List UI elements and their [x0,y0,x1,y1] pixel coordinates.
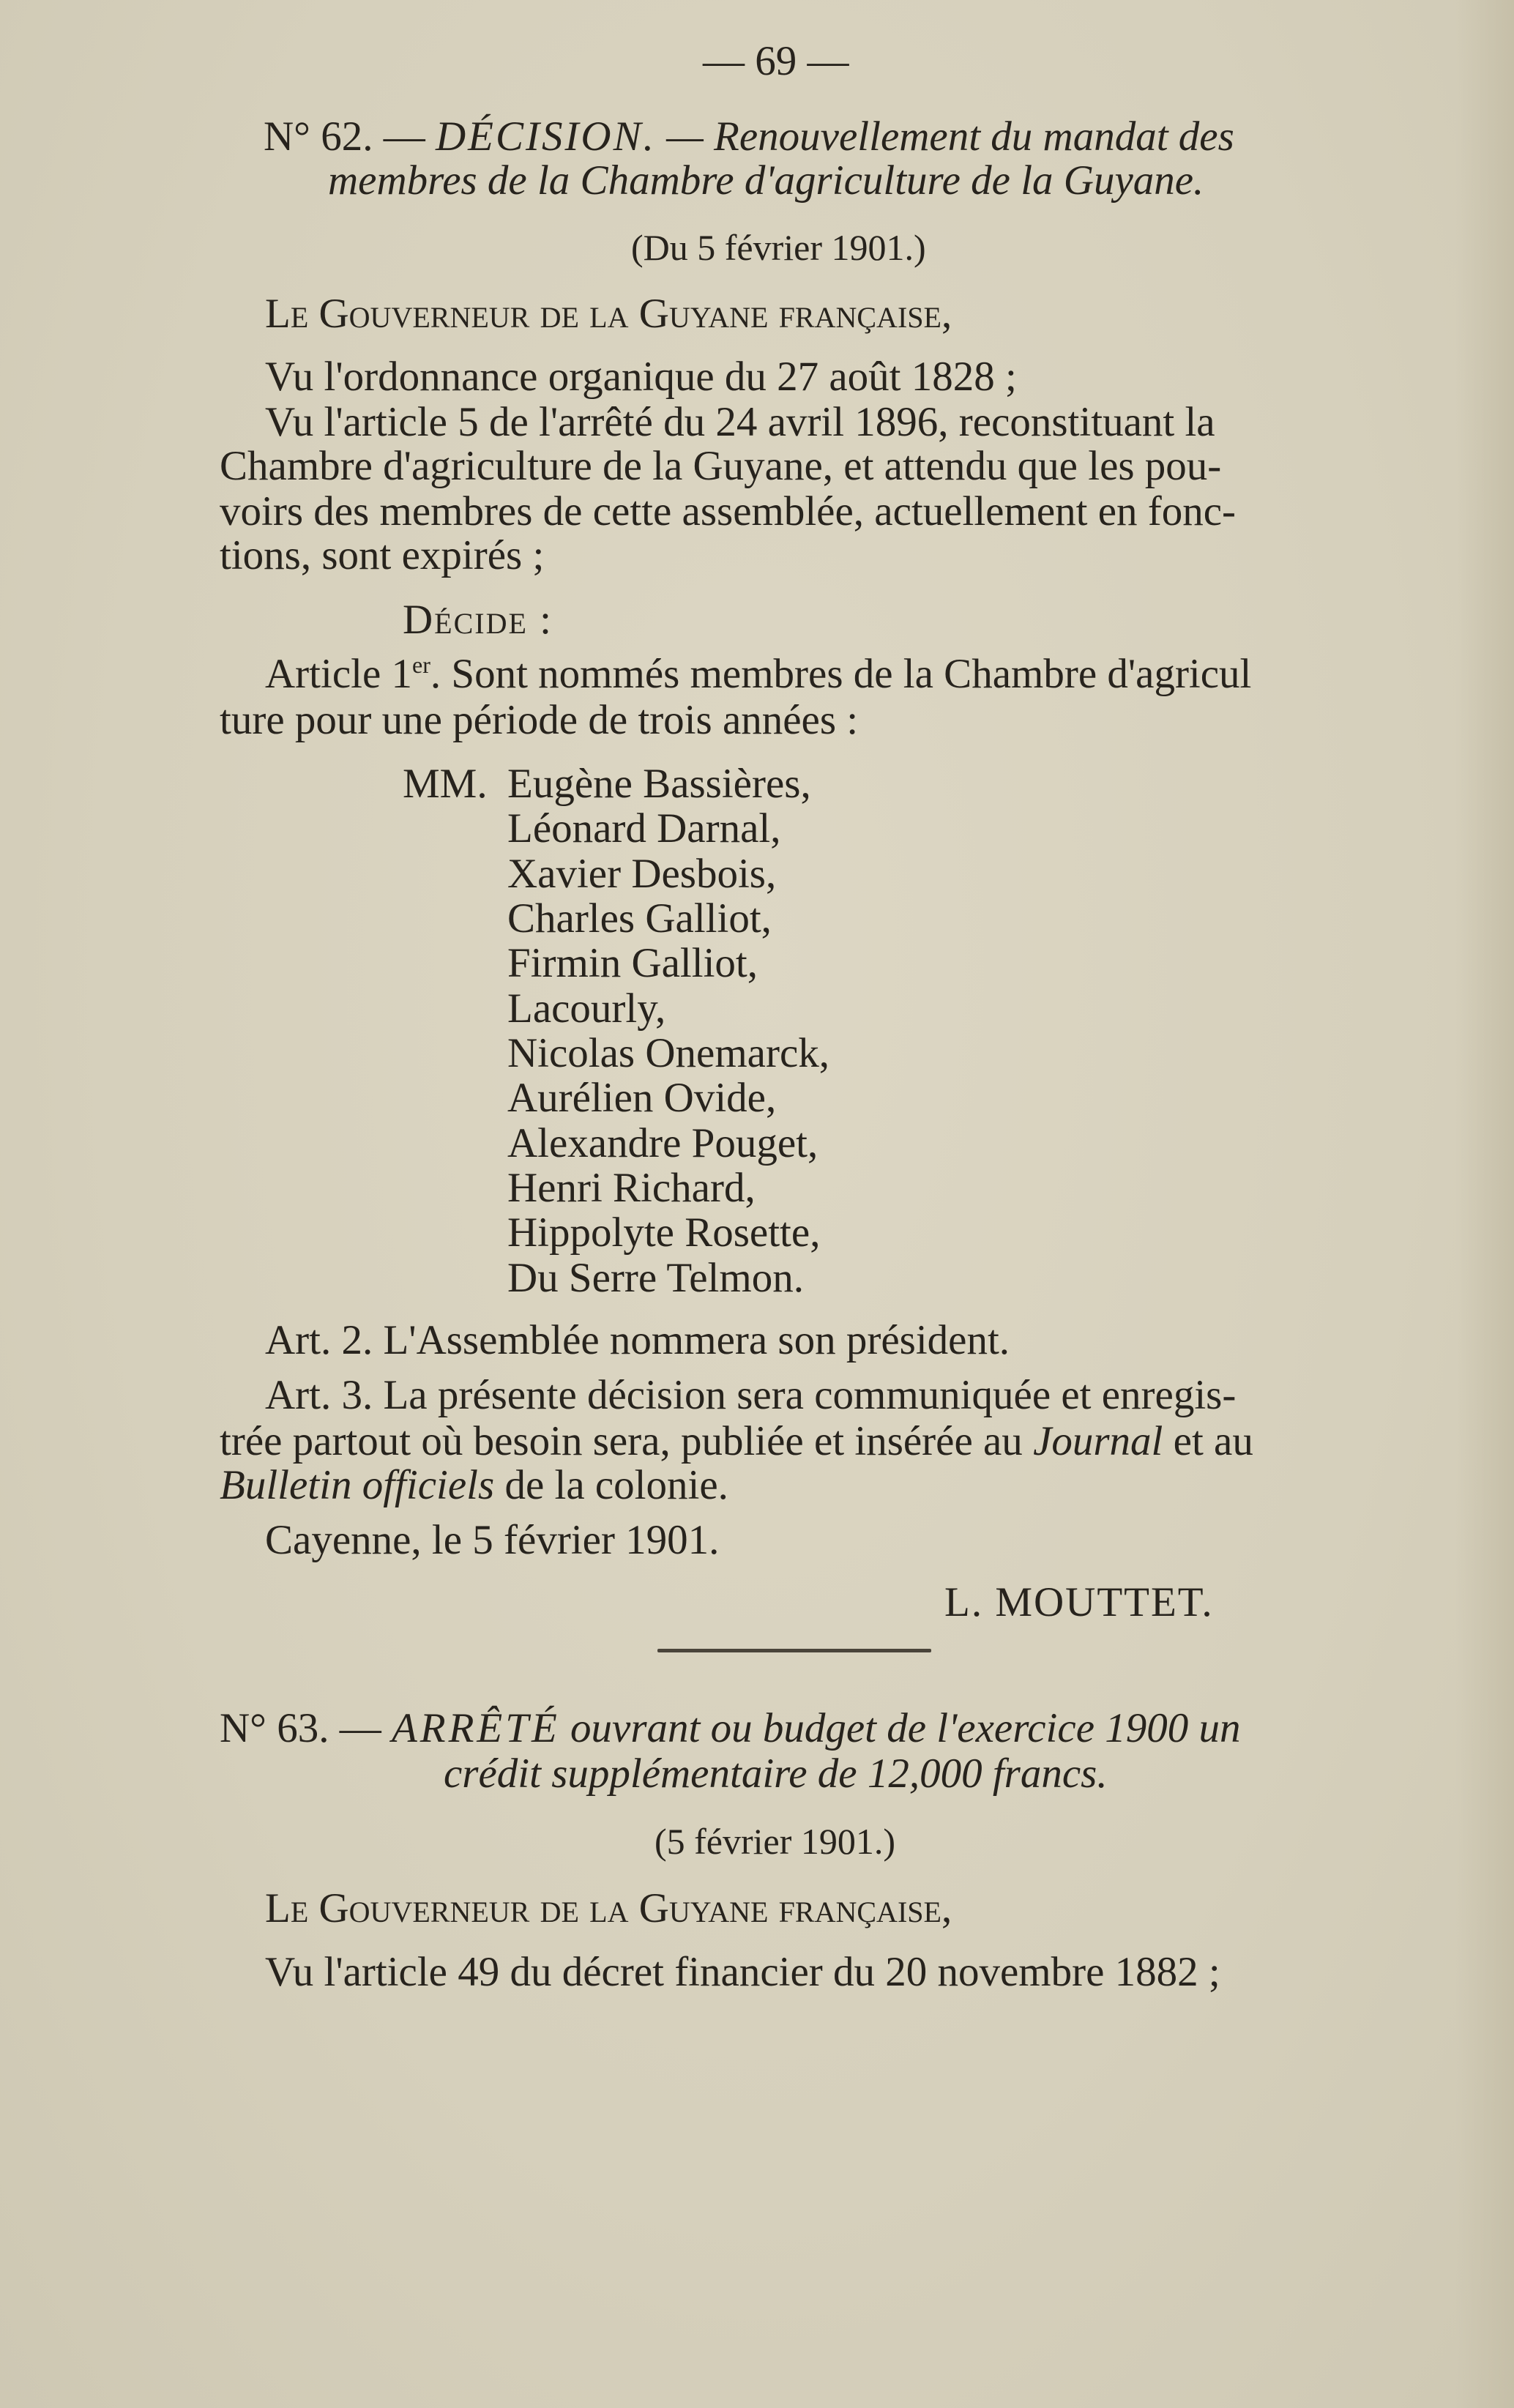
member-name: Aurélien Ovide, [507,1075,777,1121]
article-1-label: Article 1 [265,651,413,697]
member-name: Léonard Darnal, [507,805,781,851]
article-1-superscript: er [412,652,430,678]
article-1-text: . Sont nommés membres de la Chambre d'agricul [430,651,1252,697]
members-prefix: MM. [403,761,488,807]
doc63-number: N° 63. — [220,1705,381,1751]
member-name: Eugène Bassières, [507,761,811,807]
doc63-title-2: crédit supplémentaire de 12,000 francs. [444,1751,1108,1797]
doc62-intro: Le Gouverneur de la Guyane française, [265,291,952,337]
member-name: Du Serre Telmon. [507,1255,804,1301]
member-name: Nicolas Onemarck, [507,1030,829,1076]
doc63-kind: ARRÊTÉ [391,1705,560,1751]
doc62-decide: Décide : [403,597,553,643]
doc62-date: (Du 5 février 1901.) [631,227,926,268]
article-3-text-a: trée partout où besoin sera, publiée et insérée au [220,1418,1034,1464]
doc62-vu-2-line-3: voirs des membres de cette assemblée, actuellement en fonc- [220,488,1237,534]
doc63-title-1: ouvrant ou budget de l'exercice 1900 un [570,1705,1241,1751]
section-divider [657,1649,931,1652]
member-name: Alexandre Pouget, [507,1120,818,1166]
doc62-vu-1: Vu l'ordonnance organique du 27 août 1828 ; [265,354,1017,400]
member-name: Xavier Desbois, [507,851,777,897]
doc62-vu-2-line-1: Vu l'article 5 de l'arrêté du 24 avril 1896, reconstituant la [265,399,1215,445]
doc62-article-3-line-3 [220,1464,728,1506]
doc62-title-2: membres de la Chambre d'agriculture de la Guyane. [328,157,1204,204]
bulletin-title: Bulletin officiels [220,1462,495,1508]
doc62-article-1-line-1 [265,653,1251,695]
doc62-place-date: Cayenne, le 5 février 1901. [265,1517,720,1563]
doc63-vu-1: Vu l'article 49 du décret financier du 20 novembre 1882 ; [265,1949,1220,1995]
doc62-vu-2-line-2: Chambre d'agriculture de la Guyane, et attendu que les pou- [220,443,1222,489]
doc62-vu-2-line-4: tions, sont expirés ; [220,532,545,578]
doc62-article-1-line-2: ture pour une période de trois années : [220,697,859,743]
journal-title: Journal [1033,1418,1163,1464]
member-name: Henri Richard, [507,1165,756,1211]
doc62-signature: L. MOUTTET. [944,1579,1214,1625]
doc62-article-3-line-2 [220,1420,1253,1462]
page-number: — 69 — [703,38,849,84]
member-name: Lacourly, [507,985,666,1032]
member-name: Firmin Galliot, [507,940,758,986]
doc62-article-2: Art. 2. L'Assemblée nommera son président. [265,1317,1010,1363]
member-name: Hippolyte Rosette, [507,1209,821,1256]
doc62-heading [264,113,1234,160]
article-3-text-c: et au [1163,1418,1253,1464]
doc62-article-3-line-1: Art. 3. La présente décision sera communiquée et enregis- [265,1372,1237,1418]
doc63-date: (5 février 1901.) [655,1821,896,1862]
doc62-title-1: — Renouvellement du mandat des [666,113,1234,160]
doc62-number: N° 62. — [264,113,425,160]
page-edge-shadow [1455,0,1514,2408]
article-3-text-d: de la colonie. [494,1462,728,1508]
doc63-intro: Le Gouverneur de la Guyane française, [265,1885,952,1931]
member-name: Charles Galliot, [507,895,772,942]
doc62-kind: DÉCISION. [435,113,656,160]
doc63-heading [220,1707,1241,1749]
